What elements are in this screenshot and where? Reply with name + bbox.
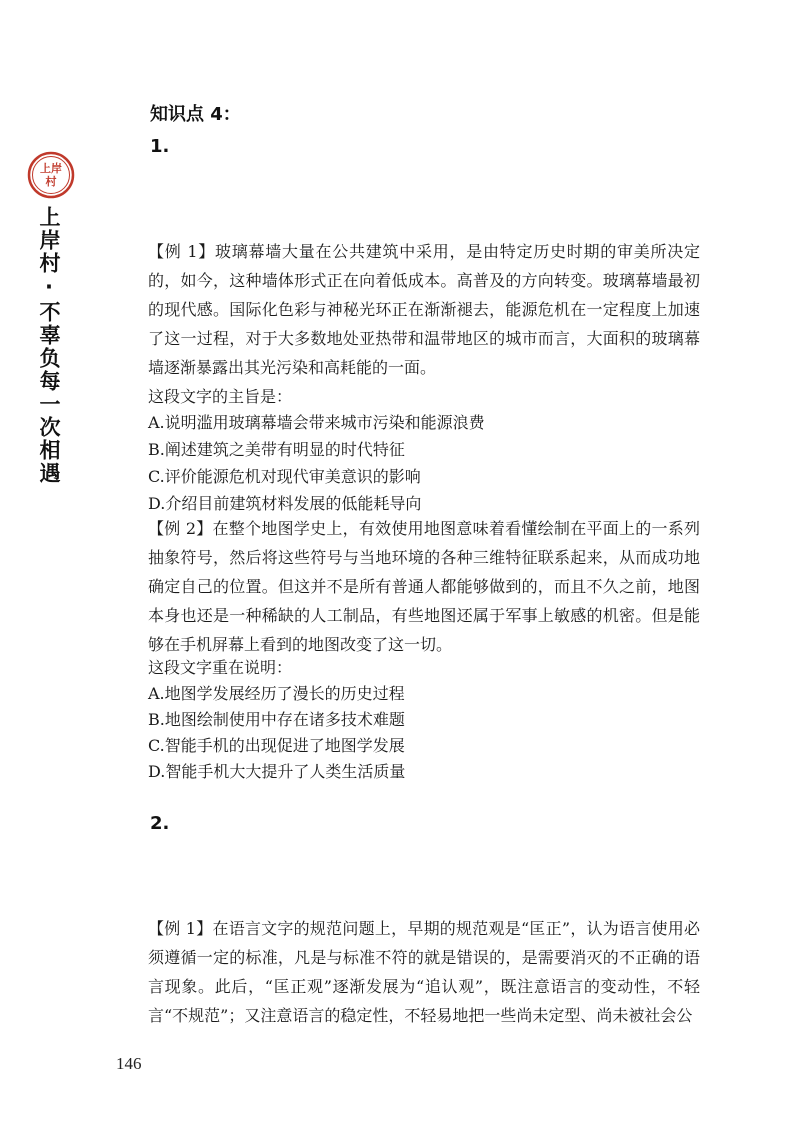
section-title: 知识点 4： [150,104,241,125]
example-3-text: 【例 1】在语言文字的规范问题上，早期的规范观是“匡正”，认为语言使用必须遵循一定的标准，凡是与标准不符的就是错误的，是需要消灭的不正确的语言现象。此后，“匡正观”逐渐发展为“追认观”，既注意语言的变动性，不轻言“不规范”；又注意语言的稳定性，不轻易地把一些尚未定型、尚未被社会公 [148,919,700,1025]
seal-icon [26,150,76,200]
brand-slogan: 上岸村·不辜负每一次相遇 [37,206,61,485]
example-1-option-b: B.阐述建筑之美带有明显的时代特征 [148,440,405,459]
part-2-number: 2. [150,813,170,834]
example-2-option-b: B.地图绘制使用中存在诸多技术难题 [148,710,405,729]
svg-text:村: 村 [45,175,57,188]
example-2-question: 这段文字重在说明： [148,658,293,677]
part-1-number: 1. [150,136,170,157]
example-2-option-a: A.地图学发展经历了漫长的历史过程 [148,684,405,703]
example-2-option-d: D.智能手机大大提升了人类生活质量 [148,762,406,781]
example-1-text: 【例 1】玻璃幕墙大量在公共建筑中采用，是由特定历史时期的审美所决定的，如今，这种墙体形式正在向着低成本。高普及的方向转变。玻璃幕墙最初的现代感。国际化色彩与神秘光环正在渐渐褪去，能源危机在一定程度上加速了这一过程，对于大多数地处亚热带和温带地区的城市而言，大面积的玻璃幕墙逐渐暴露出其光污染和高耗能的一面。 [148,242,700,377]
seal-logo [26,150,76,200]
example-2-text: 【例 2】在整个地图学史上，有效使用地图意味着看懂绘制在平面上的一系列抽象符号，然后将这些符号与当地环境的各种三维特征联系起来，从而成功地确定自己的位置。但这并不是所有普通人都能够做到的，而且不久之前，地图本身也还是一种稀缺的人工制品，有些地图还属于军事上敏感的机密。但是能够在手机屏幕上看到的地图改变了这一切。 [148,519,700,654]
svg-text:上岸: 上岸 [40,162,62,175]
example-1-option-d: D.介绍目前建筑材料发展的低能耗导向 [148,494,422,513]
example-1-option-a: A.说明滥用玻璃幕墙会带来城市污染和能源浪费 [148,413,485,432]
example-1-option-c: C.评价能源危机对现代审美意识的影响 [148,467,421,486]
page-number: 146 [116,1054,142,1073]
example-2-option-c: C.智能手机的出现促进了地图学发展 [148,736,405,755]
example-1-question: 这段文字的主旨是： [148,387,293,406]
